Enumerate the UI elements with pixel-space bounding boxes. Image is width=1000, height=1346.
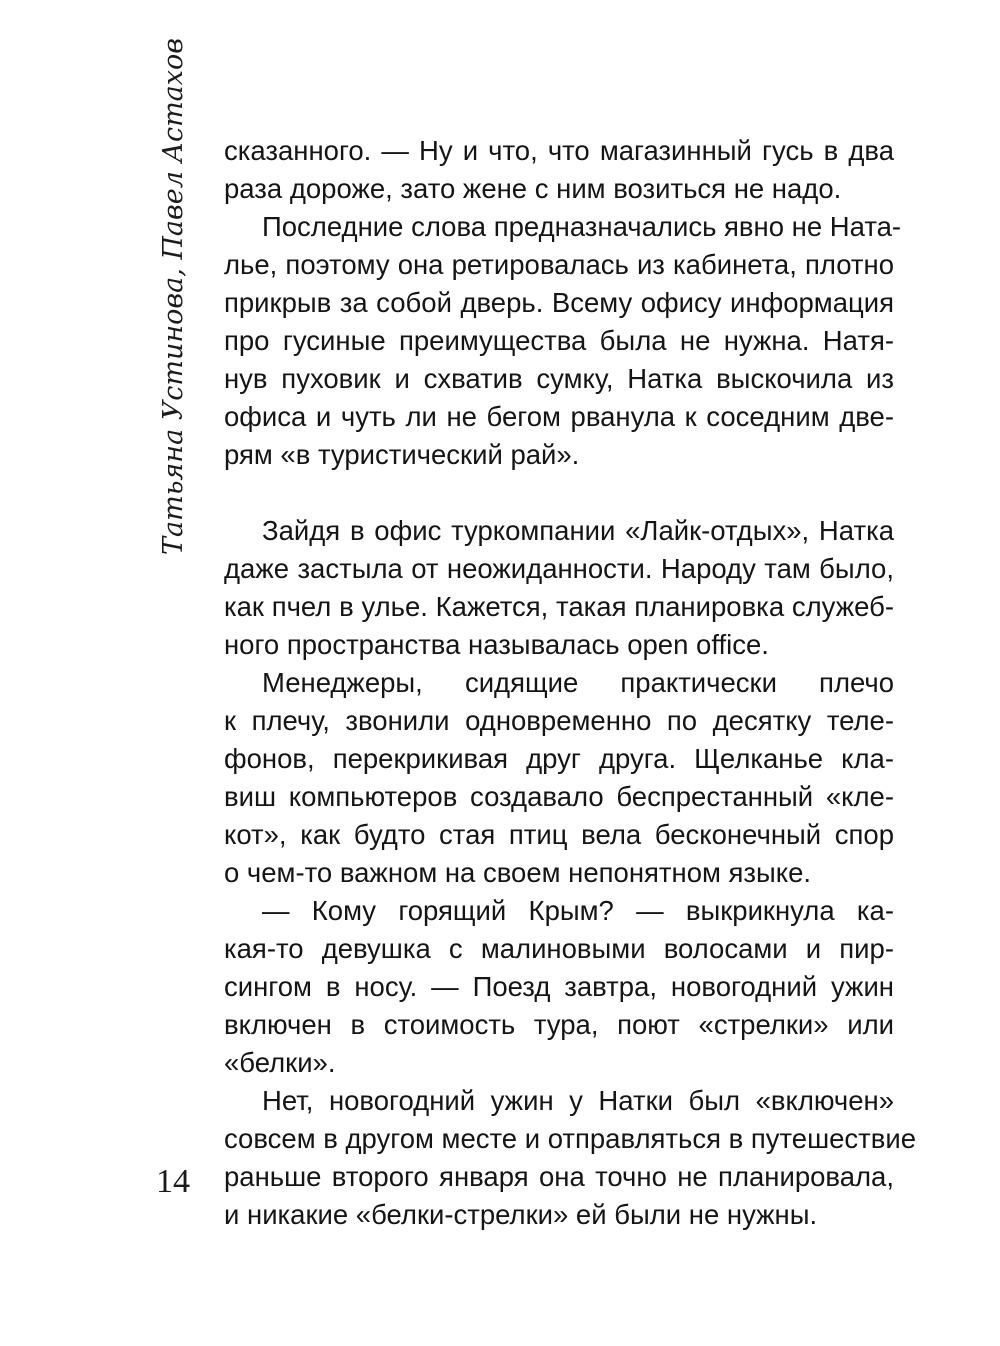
- text-line: нув пуховик и схватив сумку, Натка выскочила из: [224, 363, 894, 394]
- text-line: офиса и чуть ли не бегом рванула к соседним две-: [224, 401, 894, 432]
- text-line: к плечу, звонили одновременно по десятку теле-: [224, 705, 894, 736]
- text-line: кот», как будто стая птиц вела бесконечный спор: [224, 819, 894, 850]
- text-line: как пчел в улье. Кажется, такая планировка служеб-: [224, 591, 894, 622]
- page-number: 14: [156, 1163, 190, 1200]
- text-line: Менеджеры, сидящие практически плечо: [262, 667, 894, 698]
- text-line: кая-то девушка с малиновыми волосами и пир-: [224, 933, 894, 964]
- text-line: раза дороже, зато жене с ним возиться не надо.: [224, 173, 842, 204]
- text-line: — Кому горящий Крым? — выкрикнула ка-: [262, 895, 894, 926]
- text-line: сказанного. — Ну и что, что магазинный гусь в два: [224, 135, 894, 166]
- text-line: Последние слова предназначались явно не Ната-: [262, 211, 902, 242]
- text-line: о чем-то важном на своем непонятном языке.: [224, 857, 812, 888]
- text-line: лье, поэтому она ретировалась из кабинета, плотно: [224, 249, 894, 280]
- text-line: и никакие «белки-стрелки» ей были не нужны.: [224, 1199, 818, 1230]
- body-text: [224, 132, 917, 1234]
- text-line: включен в стоимость тура, поют «стрелки» или: [224, 1009, 894, 1040]
- text-line: рям «в туристический рай».: [224, 439, 580, 470]
- running-head-authors: Татьяна Устинова, Павел Астахов: [158, 38, 189, 555]
- text-line: Нет, новогодний ужин у Натки был «включен»: [262, 1085, 894, 1116]
- text-line: совсем в другом месте и отправляться в путешествие: [224, 1123, 917, 1154]
- text-line: ного пространства называлась open office.: [224, 629, 769, 660]
- text-line: даже застыла от неожиданности. Народу там было,: [224, 553, 894, 584]
- text-line: Зайдя в офис туркомпании «Лайк-отдых», Натка: [262, 515, 894, 546]
- text-line: «белки».: [224, 1047, 336, 1078]
- section-break: [224, 474, 894, 512]
- text-line: прикрыв за собой дверь. Всему офису информация: [224, 287, 894, 318]
- text-line: фонов, перекрикивая друг друга. Щелканье кла-: [224, 743, 894, 774]
- text-line: виш компьютеров создавало беспрестанный «кле-: [224, 781, 894, 812]
- text-line: сингом в носу. — Поезд завтра, новогодний ужин: [224, 971, 894, 1002]
- text-line: про гусиные преимущества была не нужна. Натя-: [224, 325, 894, 356]
- text-line: раньше второго января она точно не планировала,: [224, 1161, 894, 1192]
